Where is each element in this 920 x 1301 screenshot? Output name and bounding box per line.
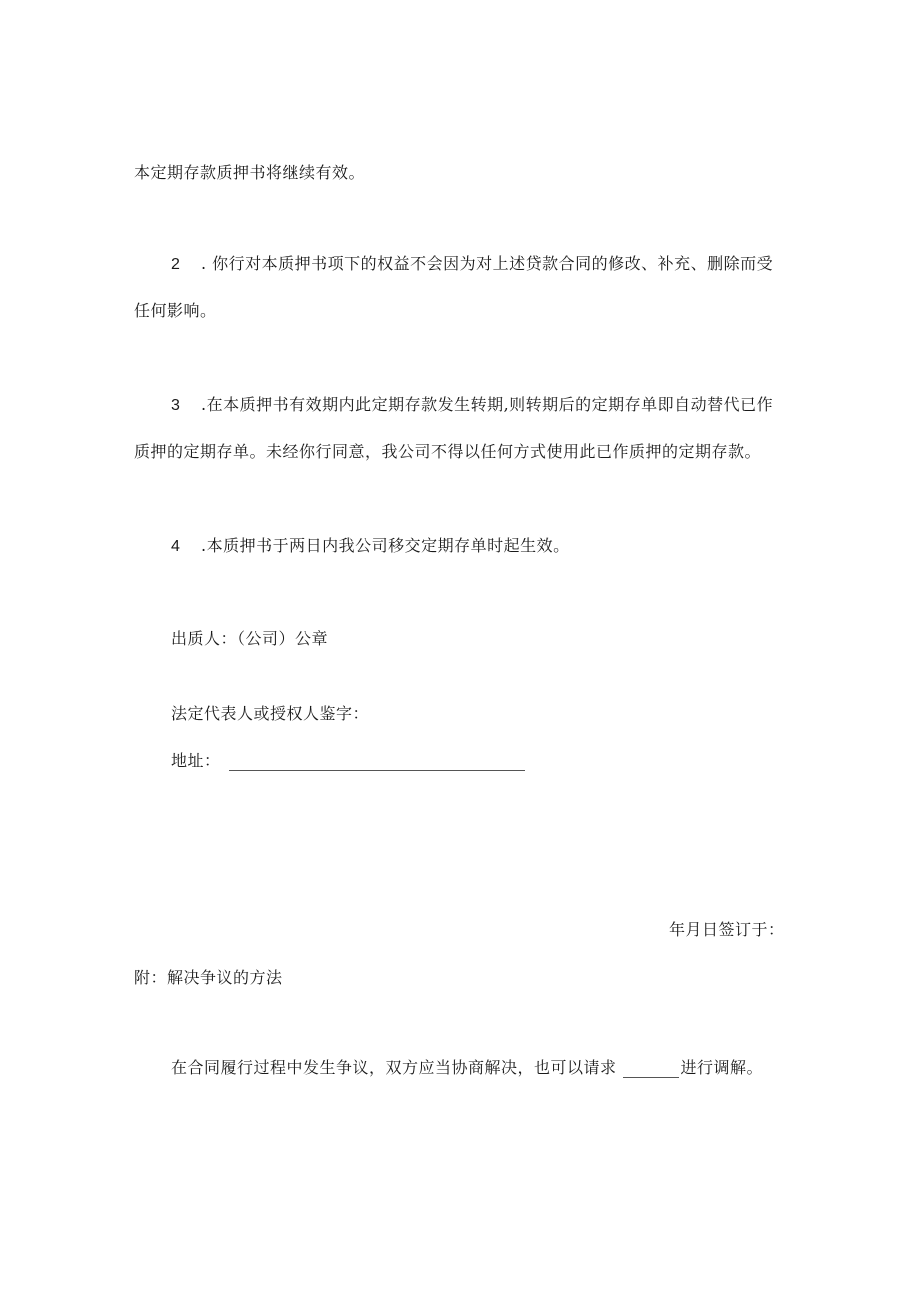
item-3-number: 3	[171, 397, 181, 414]
item-4-text: .本质押书于两日内我公司移交定期存单时起生效。	[201, 536, 570, 555]
item-2-number: 2	[171, 256, 181, 273]
item-2-text: . 你行对本质押书项下的权益不会因为对上述贷款合同的修改、补充、删除而受	[201, 254, 774, 273]
dispute-text-before: 在合同履行过程中发生争议，双方应当协商解决，也可以请求	[171, 1058, 617, 1077]
paragraph-continued: 本定期存款质押书将继续有效。	[134, 163, 366, 182]
dispute-paragraph	[171, 1058, 763, 1078]
representative-signature: 法定代表人或授权人鉴字：	[171, 704, 370, 723]
appendix-title: 附：解决争议的方法	[134, 968, 283, 987]
item-4-line-1	[171, 536, 570, 557]
item-3-line-1	[171, 395, 773, 416]
item-4-number: 4	[171, 538, 181, 555]
date-signed: 年月日签订于：	[669, 920, 785, 939]
item-2-line-1	[171, 254, 773, 275]
item-3-text: .在本质押书有效期内此定期存款发生转期,则转期后的定期存单即自动替代已作	[201, 395, 774, 414]
dispute-text-after: 进行调解。	[680, 1058, 764, 1077]
address-blank-line	[229, 754, 525, 771]
pledgor-seal: 出质人：（公司）公章	[171, 629, 329, 648]
item-3-line-2: 质押的定期存单。未经你行同意，我公司不得以任何方式使用此已作质押的定期存款。	[134, 442, 762, 461]
item-2-line-2: 任何影响。	[134, 301, 217, 320]
address-row	[171, 751, 525, 771]
address-label: 地址：	[171, 751, 221, 770]
mediator-blank-line	[623, 1061, 679, 1078]
